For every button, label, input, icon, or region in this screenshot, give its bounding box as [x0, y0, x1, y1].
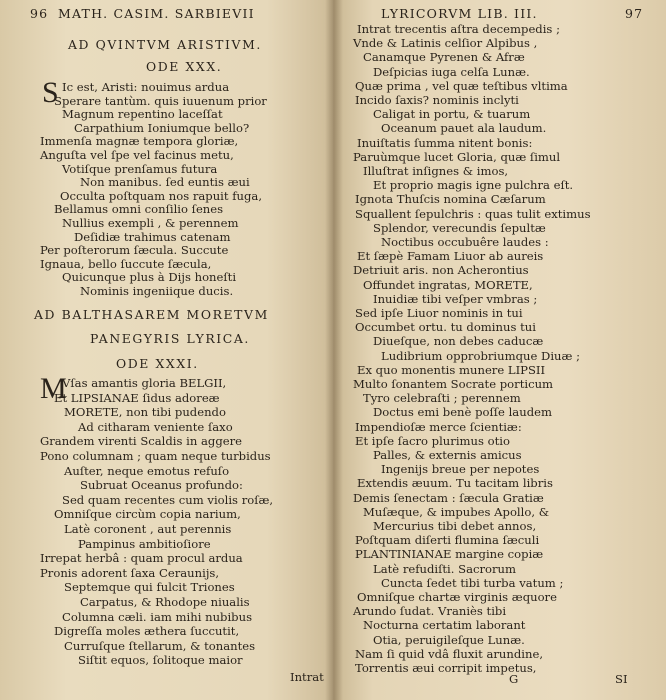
- verse-line: Occulta poſtquam nos rapuit fuga,: [60, 188, 263, 203]
- verse-line: Carpathium Ioniumque bello?: [74, 120, 250, 135]
- verse-line: Paruùmque lucet Gloria, quæ ſimul: [353, 149, 561, 164]
- verse-line: Deſidiæ trahimus catenam: [74, 229, 231, 244]
- verse-line: Digreſſa moles æthera ſuccutit,: [54, 624, 240, 639]
- verse-line: Auſter, neque emotus refuſo: [64, 463, 230, 478]
- verse-line: Poſtquam diſerti flumina ſæculi: [355, 533, 540, 548]
- verse-line: Multo ſonantem Socrate porticum: [353, 377, 554, 391]
- verse-line: Latè refudiſti. Sacrorum: [373, 561, 517, 576]
- verse-line: Noctibus occubuêre laudes :: [381, 235, 549, 249]
- verse-line: Ic est, Aristi: nouimus ardua: [62, 80, 230, 94]
- verse-line: Vſas amantis gloria BELGII,: [62, 376, 227, 390]
- verse-line: Et proprio magis igne pulchra eſt.: [373, 178, 574, 193]
- verse-line: Votiſque prenſamus futura: [62, 161, 218, 176]
- poem1-ode: ODE XXX.: [146, 59, 223, 74]
- page-number-right: 97: [625, 6, 644, 21]
- page-number-left: 96: [30, 6, 49, 21]
- verse-line: Inuidiæ tibi veſper vmbras ;: [373, 291, 538, 306]
- book-gutter: [325, 0, 343, 700]
- verse-line: Splendor, verecundis ſepultæ: [373, 220, 546, 235]
- verse-line: Pronis adorent ſaxa Ceraunijs,: [40, 565, 220, 580]
- verse-line: Ex quo monentis munere LIPSII: [357, 362, 546, 377]
- verse-line: Palles, & externis amicus: [373, 448, 522, 462]
- verse-line: MORETE, non tibi pudendo: [64, 405, 226, 420]
- verse-line: Carpatus, & Rhodope niualis: [80, 595, 250, 609]
- verse-line: Omniſque circùm copia narium,: [54, 507, 241, 522]
- verse-line: Intrat trecentis aſtra decempedis ;: [357, 22, 560, 36]
- verse-line: Torrentis æui corripit impetus,: [355, 661, 537, 675]
- running-head-left: MATH. CASIM. SARBIEVII: [58, 6, 255, 21]
- verse-line: Deſpicias iuga celſa Lunæ.: [373, 64, 530, 79]
- verse-line: Diueſque, non debes caducæ: [373, 334, 544, 349]
- verse-line: Immenſa magnæ tempora gloriæ,: [40, 134, 239, 149]
- verse-line: Et LIPSIANAE ſidus adoreæ: [54, 390, 220, 405]
- verse-line: Occumbet ortu. tu dominus tui: [355, 320, 536, 335]
- verse-line: Et ipſe ſacro plurimus otio: [355, 433, 510, 448]
- catchword: Intrat: [290, 670, 324, 684]
- verse-line: Demis ſenectam : ſæcula Gratiæ: [353, 490, 544, 505]
- verse-line: Arundo ſudat. Vraniès tibi: [353, 604, 507, 619]
- right-page: [333, 0, 666, 700]
- verse-line: Ingenijs breue per nepotes: [381, 462, 540, 477]
- verse-line: Septemque qui fulcit Triones: [64, 580, 235, 595]
- verse-line: Incido ſaxis? nominis inclyti: [355, 93, 519, 107]
- poem1-title: AD QVINTVM ARISTIVM.: [68, 37, 262, 52]
- verse-line: Quæ prima , vel quæ teſtibus vltima: [355, 78, 568, 93]
- verse-line: Nullius exempli , & perennem: [62, 216, 239, 230]
- signature-right: SI: [615, 672, 628, 686]
- verse-line: Omniſque chartæ virginis æquore: [357, 590, 557, 604]
- verse-line: Ludibrium opprobriumque Diuæ ;: [381, 348, 580, 363]
- verse-line: Nominis ingeniique ducis.: [80, 284, 234, 298]
- verse-line: Nam ſi quid vdâ fluxit arundine,: [355, 646, 544, 661]
- verse-line: Ignaua, bello ſuccute ſæcula,: [40, 256, 212, 271]
- verse-line: Muſæque, & impubes Apollo, &: [363, 504, 550, 519]
- poem2-title-line2: PANEGYRIS LYRICA.: [90, 331, 250, 346]
- poem2-title-line1: AD BALTHASAREM MORETVM: [34, 307, 269, 322]
- verse-line: Siſtit equos, ſolitoque maior: [78, 653, 243, 668]
- verse-line: Nocturna certatim laborant: [363, 618, 526, 633]
- poem2-dropcap: M: [40, 372, 67, 405]
- verse-line: Inuiſtatis ſumma nitent bonis:: [357, 135, 533, 150]
- verse-line: Pono columnam ; quam neque turbidus: [40, 449, 271, 463]
- verse-line: Vnde & Latinis celſior Alpibus ,: [353, 36, 538, 51]
- verse-line: Otia, peruigileſque Lunæ.: [373, 632, 525, 647]
- verse-line: Mercurius tibi debet annos,: [373, 519, 537, 533]
- verse-line: Illuſtrat inſignes & imos,: [363, 164, 509, 178]
- verse-line: Offundet ingratas, MORETE,: [363, 277, 533, 292]
- verse-line: Per poſterorum ſæcula. Succute: [40, 243, 229, 258]
- verse-line: Detriuit aris. non Acherontius: [353, 263, 529, 278]
- verse-line: Irrepat herbâ : quam procul ardua: [40, 551, 243, 566]
- verse-line: Anguſta vel ſpe vel facinus metu,: [40, 148, 234, 162]
- signature-left: G: [509, 672, 519, 686]
- verse-line: Pampinus ambitioſiore: [78, 536, 211, 551]
- verse-line: Sperare tantùm. quis iuuenum prior: [54, 93, 267, 108]
- verse-line: Caligat in portu, & tuarum: [373, 107, 531, 122]
- verse-line: Sed quam recentes cum violis roſæ,: [62, 492, 274, 507]
- verse-line: Grandem virenti Scaldis in aggere: [40, 434, 243, 449]
- verse-line: Ignota Thuſcis nomina Cæſarum: [355, 192, 546, 207]
- verse-line: Doctus emi benè poſſe laudem: [373, 405, 552, 420]
- verse-line: Tyro celebraſti ; perennem: [363, 391, 521, 406]
- verse-line: Cuncta ſedet tibi turba vatum ;: [381, 575, 564, 590]
- verse-line: Oceanum pauet ala laudum.: [381, 121, 547, 136]
- verse-line: Bellamus omni conſilio ſenes: [54, 202, 224, 217]
- poem2-ode: ODE XXXI.: [116, 356, 199, 371]
- verse-line: Canamque Pyrenen & Afræ: [363, 50, 525, 65]
- verse-line: Latè coronent , aut perennis: [64, 522, 232, 536]
- verse-line: Subruat Oceanus profundo:: [80, 478, 243, 493]
- verse-line: Impendioſæ merce ſcientiæ:: [355, 419, 522, 434]
- verse-line: Magnum repentino laceſſat: [62, 107, 223, 122]
- verse-line: Sed ipſe Liuor nominis in tui: [355, 306, 523, 320]
- verse-line: Non manibus. ſed euntis æui: [80, 175, 250, 190]
- verse-line: Et ſæpè Famam Liuor ab aureis: [357, 249, 544, 264]
- running-head-right: LYRICORVM LIB. III.: [381, 6, 538, 21]
- verse-line: Curruſque ſtellarum, & tonantes: [64, 638, 256, 653]
- verse-line: Columna cæli. iam mihi nubibus: [62, 609, 253, 624]
- verse-line: Squallent ſepulchris : quas tulit extimus: [355, 206, 591, 221]
- poem1-dropcap: S: [42, 76, 59, 109]
- verse-line: Ad citharam veniente ſaxo: [78, 419, 233, 434]
- verse-line: Extendis æuum. Tu tacitam libris: [357, 476, 553, 491]
- verse-line: Quicunque plus à Dijs honeſti: [62, 270, 237, 285]
- verse-line: PLANTINIANAE margine copiæ: [355, 547, 544, 562]
